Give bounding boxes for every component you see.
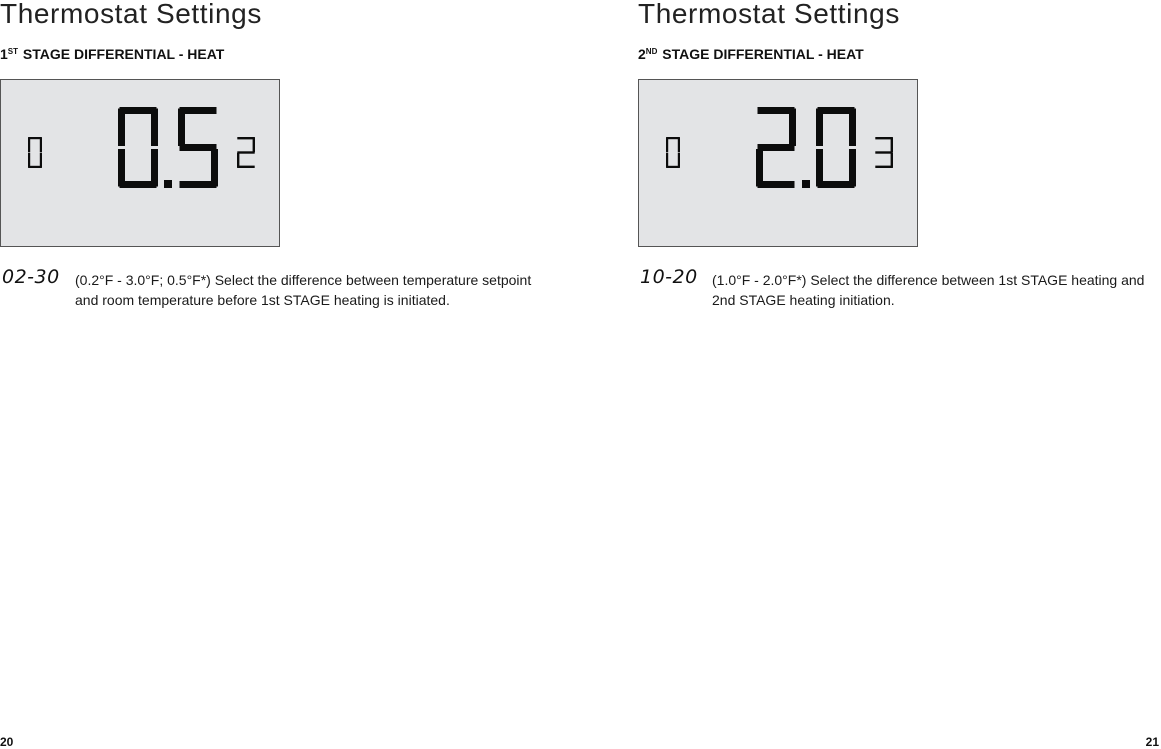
lcd-display xyxy=(0,79,280,247)
lcd-segment-a xyxy=(180,107,217,114)
lcd-segment-e xyxy=(28,153,30,168)
page-title: Thermostat Settings xyxy=(0,0,262,29)
heading-text: STAGE DIFFERENTIAL - HEAT xyxy=(662,46,864,62)
lcd-segment-g xyxy=(875,151,892,153)
lcd-segment-g xyxy=(758,144,795,151)
lcd-segment-f xyxy=(118,109,125,147)
lcd-main-digit-2 xyxy=(178,107,218,188)
lcd-segment-d xyxy=(237,166,254,168)
lcd-segment-a xyxy=(758,107,795,114)
lcd-segment-c xyxy=(40,153,42,168)
page-number: 20 xyxy=(0,735,14,749)
lcd-segment-c xyxy=(678,153,680,168)
left-page xyxy=(0,0,580,749)
heading-ordinal-suffix: ND xyxy=(645,47,658,56)
lcd-segment-g xyxy=(237,151,254,153)
lcd-segment-d xyxy=(818,181,855,188)
lcd-small-right-digit xyxy=(237,137,255,168)
lcd-main-digit-1 xyxy=(118,107,158,188)
lcd-segment-c xyxy=(849,149,856,187)
page-title: Thermostat Settings xyxy=(638,0,900,29)
setting-description: (1.0°F - 2.0°F*) Select the difference between 1st STAGE heating and 2nd STAGE heating initiation. xyxy=(712,272,1145,308)
right-page xyxy=(638,0,1161,749)
section-heading xyxy=(638,46,864,62)
heading-ordinal: 1 xyxy=(0,46,8,62)
lcd-segment-d xyxy=(758,181,795,188)
lcd-main-digit-2 xyxy=(816,107,856,188)
lcd-decimal-point xyxy=(164,180,172,188)
lcd-segment-b xyxy=(678,137,680,152)
lcd-segment-c xyxy=(891,153,893,168)
lcd-main-digit-1 xyxy=(756,107,796,188)
range-code: 02-30 xyxy=(2,266,60,288)
lcd-segment-d xyxy=(28,166,41,168)
lcd-segment-d xyxy=(666,166,679,168)
lcd-segment-c xyxy=(211,149,218,187)
setting-description: (0.2°F - 3.0°F; 0.5°F*) Select the difference between temperature setpoint and room temperature before 1st STAGE heating is initiated. xyxy=(75,272,532,308)
lcd-segment-e xyxy=(666,153,668,168)
lcd-segment-f xyxy=(666,137,668,152)
lcd-small-right-digit xyxy=(875,137,893,168)
lcd-segment-c xyxy=(151,149,158,187)
lcd-segment-e xyxy=(816,149,823,187)
lcd-segment-a xyxy=(818,107,855,114)
lcd-segment-b xyxy=(849,109,856,147)
lcd-segment-a xyxy=(120,107,157,114)
heading-text: STAGE DIFFERENTIAL - HEAT xyxy=(22,46,225,62)
lcd-segment-b xyxy=(789,109,796,147)
lcd-segment-a xyxy=(237,137,254,139)
lcd-segment-b xyxy=(151,109,158,147)
lcd-segment-f xyxy=(178,109,185,147)
lcd-segment-e xyxy=(237,153,239,168)
lcd-segment-d xyxy=(875,166,892,168)
range-code: 10-20 xyxy=(640,266,698,288)
lcd-segment-g xyxy=(180,144,217,151)
lcd-segment-f xyxy=(816,109,823,147)
lcd-segment-a xyxy=(28,137,41,139)
page-number: 21 xyxy=(1145,735,1159,749)
heading-ordinal: 2 xyxy=(638,46,646,62)
lcd-small-left-digit xyxy=(666,137,680,168)
lcd-segment-b xyxy=(40,137,42,152)
section-heading xyxy=(0,46,224,62)
lcd-segment-d xyxy=(120,181,157,188)
lcd-display xyxy=(638,79,918,247)
lcd-segment-b xyxy=(891,137,893,152)
lcd-segment-b xyxy=(253,137,255,152)
heading-ordinal-suffix: ST xyxy=(7,47,19,56)
lcd-segment-e xyxy=(118,149,125,187)
lcd-segment-d xyxy=(180,181,217,188)
lcd-segment-e xyxy=(756,149,763,187)
lcd-decimal-point xyxy=(802,180,810,188)
lcd-segment-a xyxy=(666,137,679,139)
lcd-segment-a xyxy=(875,137,892,139)
lcd-segment-f xyxy=(28,137,30,152)
lcd-small-left-digit xyxy=(28,137,42,168)
